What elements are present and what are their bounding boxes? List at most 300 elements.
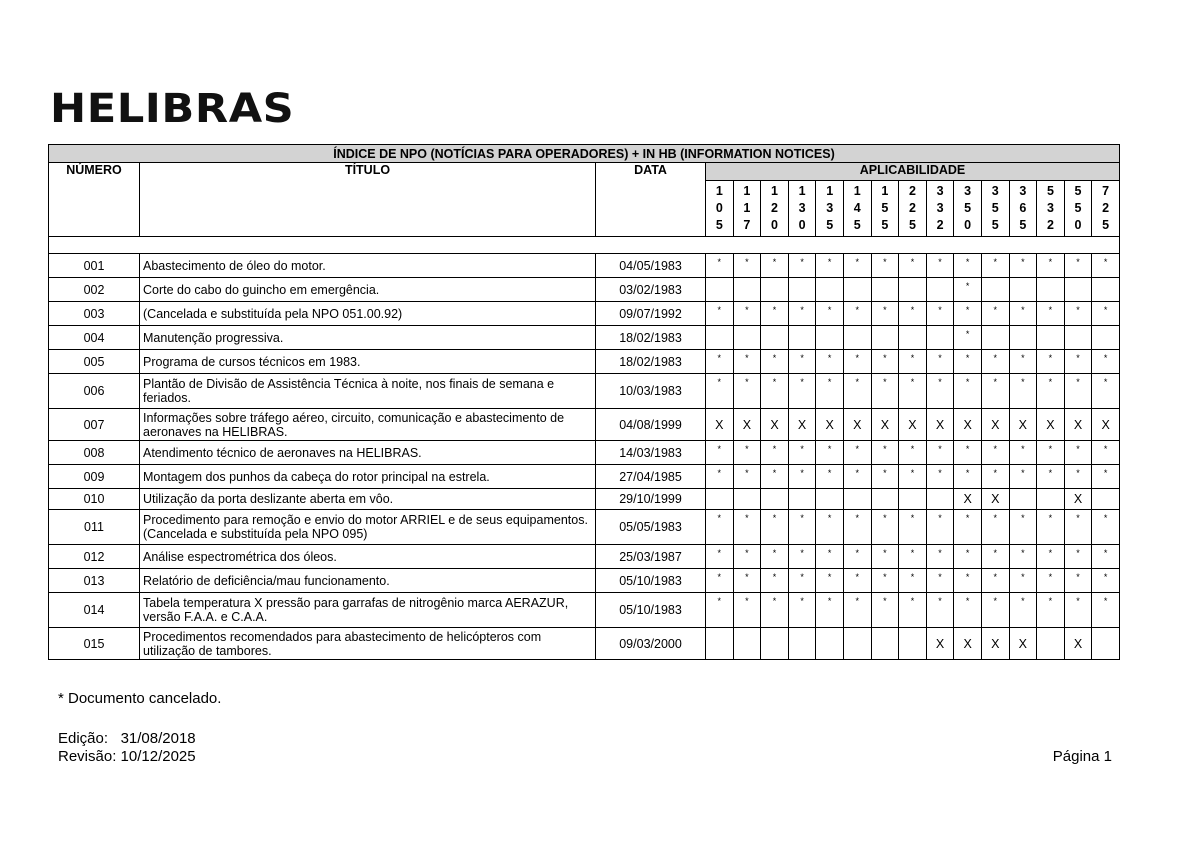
aplicability-cell: X: [871, 409, 899, 441]
aplicability-cell: *: [1092, 465, 1120, 489]
aplicability-cell: [871, 278, 899, 302]
aplicability-cell: *: [788, 510, 816, 545]
table-row: [49, 628, 1120, 660]
row-date: 14/03/1983: [596, 441, 706, 465]
aplicability-cell: [788, 628, 816, 660]
aplicability-cell: *: [761, 545, 789, 569]
aplicability-cell: X: [954, 409, 982, 441]
aplicability-cell: *: [981, 302, 1009, 326]
page-number: Página 1: [1052, 748, 1112, 765]
aplicability-cell: *: [1037, 593, 1065, 628]
aplicability-cell: [733, 278, 761, 302]
aplicability-cell: *: [1092, 545, 1120, 569]
aplicability-cell: [1037, 326, 1065, 350]
aplicability-cell: *: [843, 302, 871, 326]
aplicability-cell: [706, 628, 734, 660]
code-label: 105: [715, 184, 723, 232]
header-aplicabilidade: APLICABILIDADE: [706, 163, 1120, 181]
row-date: 27/04/1985: [596, 465, 706, 489]
aplicability-cell: *: [981, 254, 1009, 278]
aplicability-code-120: [761, 181, 789, 237]
aplicability-cell: *: [1009, 374, 1037, 409]
row-date: 09/03/2000: [596, 628, 706, 660]
aplicability-cell: *: [843, 374, 871, 409]
aplicability-cell: [816, 628, 844, 660]
aplicability-cell: *: [954, 465, 982, 489]
aplicability-cell: *: [706, 441, 734, 465]
aplicability-cell: *: [706, 593, 734, 628]
edition-block: [58, 730, 196, 766]
aplicability-cell: [1037, 489, 1065, 510]
aplicability-cell: [733, 326, 761, 350]
aplicability-cell: *: [1009, 441, 1037, 465]
aplicability-cell: *: [1009, 465, 1037, 489]
aplicability-cell: *: [981, 465, 1009, 489]
table-row: [49, 465, 1120, 489]
aplicability-cell: *: [981, 441, 1009, 465]
aplicability-cell: [1092, 278, 1120, 302]
aplicability-cell: [1009, 326, 1037, 350]
aplicability-cell: *: [1064, 593, 1092, 628]
aplicability-cell: X: [816, 409, 844, 441]
aplicability-cell: *: [733, 350, 761, 374]
aplicability-cell: X: [926, 409, 954, 441]
aplicability-cell: *: [1064, 441, 1092, 465]
aplicability-cell: *: [981, 374, 1009, 409]
row-title: Utilização da porta deslizante aberta em vôo.: [140, 489, 596, 510]
aplicability-cell: *: [706, 465, 734, 489]
aplicability-cell: *: [981, 350, 1009, 374]
aplicability-cell: [816, 489, 844, 510]
aplicability-cell: *: [926, 465, 954, 489]
aplicability-cell: *: [816, 510, 844, 545]
aplicability-cell: *: [1092, 254, 1120, 278]
aplicability-cell: *: [788, 441, 816, 465]
aplicability-cell: *: [788, 465, 816, 489]
aplicability-cell: [926, 326, 954, 350]
aplicability-cell: *: [1009, 569, 1037, 593]
aplicability-cell: *: [788, 593, 816, 628]
table-row: [49, 569, 1120, 593]
aplicability-cell: *: [899, 350, 927, 374]
row-number: 010: [49, 489, 140, 510]
aplicability-cell: [816, 326, 844, 350]
edition-date: 31/08/2018: [120, 730, 196, 747]
aplicability-code-225: [899, 181, 927, 237]
row-number: 007: [49, 409, 140, 441]
code-label: 550: [1074, 184, 1082, 232]
aplicability-cell: [871, 326, 899, 350]
aplicability-code-550: [1064, 181, 1092, 237]
revision-date: 10/12/2025: [120, 748, 196, 765]
aplicability-cell: *: [1009, 545, 1037, 569]
aplicability-cell: *: [926, 441, 954, 465]
code-label: 155: [881, 184, 889, 232]
aplicability-cell: *: [843, 593, 871, 628]
aplicability-cell: *: [871, 302, 899, 326]
aplicability-cell: [1092, 628, 1120, 660]
aplicability-cell: *: [733, 254, 761, 278]
row-number: 001: [49, 254, 140, 278]
aplicability-cell: *: [981, 593, 1009, 628]
aplicability-code-350: [954, 181, 982, 237]
aplicability-cell: *: [871, 569, 899, 593]
aplicability-cell: *: [954, 278, 982, 302]
aplicability-cell: X: [981, 628, 1009, 660]
revision-label: Revisão:: [58, 748, 117, 765]
aplicability-cell: [926, 278, 954, 302]
aplicability-cell: [843, 628, 871, 660]
table-row: [49, 489, 1120, 510]
revision-line: [58, 748, 196, 766]
aplicability-cell: *: [1064, 465, 1092, 489]
aplicability-cell: [761, 278, 789, 302]
aplicability-cell: *: [899, 545, 927, 569]
table-row: [49, 254, 1120, 278]
aplicability-cell: *: [926, 510, 954, 545]
aplicability-cell: [926, 489, 954, 510]
aplicability-cell: *: [706, 350, 734, 374]
aplicability-cell: *: [1037, 254, 1065, 278]
cancel-note: * Documento cancelado.: [58, 690, 222, 707]
row-title: Relatório de deficiência/mau funcionamento.: [140, 569, 596, 593]
aplicability-cell: *: [843, 254, 871, 278]
aplicability-cell: *: [1037, 374, 1065, 409]
row-title: Procedimento para remoção e envio do motor ARRIEL e de seus equipamentos. (Cancelada e substituída pela NPO 095): [140, 510, 596, 545]
aplicability-cell: [1092, 489, 1120, 510]
aplicability-cell: *: [816, 350, 844, 374]
aplicability-cell: *: [1064, 254, 1092, 278]
aplicability-cell: *: [788, 374, 816, 409]
row-number: 008: [49, 441, 140, 465]
aplicability-cell: [981, 278, 1009, 302]
aplicability-cell: *: [761, 441, 789, 465]
aplicability-cell: *: [843, 510, 871, 545]
aplicability-cell: X: [954, 489, 982, 510]
aplicability-cell: *: [816, 302, 844, 326]
aplicability-cell: X: [843, 409, 871, 441]
aplicability-cell: *: [1064, 302, 1092, 326]
row-date: 25/03/1987: [596, 545, 706, 569]
aplicability-cell: *: [1092, 302, 1120, 326]
aplicability-cell: [1037, 278, 1065, 302]
aplicability-cell: *: [1064, 545, 1092, 569]
aplicability-cell: *: [788, 569, 816, 593]
aplicability-code-355: [981, 181, 1009, 237]
aplicability-cell: *: [926, 545, 954, 569]
aplicability-cell: X: [1009, 628, 1037, 660]
aplicability-cell: *: [761, 569, 789, 593]
aplicability-cell: [1009, 278, 1037, 302]
aplicability-cell: [1037, 628, 1065, 660]
table-row: [49, 545, 1120, 569]
row-title: Programa de cursos técnicos em 1983.: [140, 350, 596, 374]
aplicability-cell: X: [706, 409, 734, 441]
aplicability-code-332: [926, 181, 954, 237]
aplicability-cell: [899, 628, 927, 660]
aplicability-cell: *: [816, 441, 844, 465]
aplicability-cell: *: [899, 510, 927, 545]
aplicability-cell: [899, 278, 927, 302]
row-date: 18/02/1983: [596, 326, 706, 350]
aplicability-code-725: [1092, 181, 1120, 237]
aplicability-cell: [761, 489, 789, 510]
aplicability-cell: *: [899, 569, 927, 593]
aplicability-cell: [843, 326, 871, 350]
aplicability-cell: X: [1009, 409, 1037, 441]
aplicability-cell: *: [761, 254, 789, 278]
aplicability-cell: *: [871, 593, 899, 628]
aplicability-cell: X: [733, 409, 761, 441]
aplicability-cell: *: [1009, 350, 1037, 374]
npo-index-table: [48, 144, 1120, 660]
aplicability-cell: *: [899, 441, 927, 465]
aplicability-cell: *: [871, 465, 899, 489]
aplicability-cell: *: [1092, 593, 1120, 628]
aplicability-cell: *: [788, 254, 816, 278]
aplicability-cell: *: [816, 374, 844, 409]
aplicability-cell: *: [816, 593, 844, 628]
aplicability-cell: [899, 326, 927, 350]
table-title: ÍNDICE DE NPO (NOTÍCIAS PARA OPERADORES) + IN HB (INFORMATION NOTICES): [49, 145, 1120, 163]
aplicability-code-365: [1009, 181, 1037, 237]
header-numero: NÚMERO: [49, 163, 140, 237]
row-number: 015: [49, 628, 140, 660]
aplicability-cell: *: [926, 302, 954, 326]
row-date: 04/08/1999: [596, 409, 706, 441]
aplicability-cell: *: [1064, 510, 1092, 545]
aplicability-cell: *: [816, 465, 844, 489]
row-number: 006: [49, 374, 140, 409]
table-row: [49, 593, 1120, 628]
row-date: 03/02/1983: [596, 278, 706, 302]
aplicability-cell: *: [871, 350, 899, 374]
aplicability-cell: X: [981, 409, 1009, 441]
aplicability-cell: X: [788, 409, 816, 441]
aplicability-cell: *: [926, 350, 954, 374]
aplicability-cell: *: [954, 510, 982, 545]
aplicability-cell: *: [1037, 545, 1065, 569]
aplicability-cell: *: [926, 569, 954, 593]
table-row: [49, 409, 1120, 441]
aplicability-cell: [733, 628, 761, 660]
aplicability-cell: *: [843, 465, 871, 489]
aplicability-code-532: [1037, 181, 1065, 237]
aplicability-cell: X: [954, 628, 982, 660]
aplicability-cell: *: [843, 545, 871, 569]
aplicability-code-155: [871, 181, 899, 237]
aplicability-cell: [816, 278, 844, 302]
table-row: [49, 326, 1120, 350]
aplicability-cell: [788, 326, 816, 350]
aplicability-cell: *: [926, 593, 954, 628]
code-label: 130: [798, 184, 806, 232]
aplicability-cell: *: [706, 374, 734, 409]
aplicability-cell: *: [871, 545, 899, 569]
aplicability-cell: *: [1037, 441, 1065, 465]
aplicability-cell: *: [816, 254, 844, 278]
table-row: [49, 278, 1120, 302]
aplicability-cell: *: [706, 569, 734, 593]
aplicability-cell: *: [1092, 441, 1120, 465]
aplicability-cell: *: [706, 545, 734, 569]
row-title: Atendimento técnico de aeronaves na HELIBRAS.: [140, 441, 596, 465]
aplicability-cell: *: [733, 593, 761, 628]
aplicability-cell: *: [1092, 350, 1120, 374]
aplicability-cell: *: [954, 374, 982, 409]
code-label: 225: [908, 184, 916, 232]
aplicability-cell: X: [981, 489, 1009, 510]
header-data: DATA: [596, 163, 706, 237]
row-date: 18/02/1983: [596, 350, 706, 374]
aplicability-cell: X: [1064, 628, 1092, 660]
aplicability-cell: *: [899, 465, 927, 489]
aplicability-cell: *: [761, 465, 789, 489]
aplicability-cell: *: [706, 254, 734, 278]
aplicability-cell: X: [1092, 409, 1120, 441]
aplicability-cell: *: [871, 441, 899, 465]
aplicability-cell: *: [733, 374, 761, 409]
code-label: 117: [743, 184, 751, 232]
aplicability-cell: [843, 489, 871, 510]
row-number: 005: [49, 350, 140, 374]
aplicability-cell: *: [981, 569, 1009, 593]
aplicability-cell: *: [1064, 374, 1092, 409]
aplicability-cell: *: [1037, 302, 1065, 326]
code-label: 725: [1102, 184, 1110, 232]
row-title: Abastecimento de óleo do motor.: [140, 254, 596, 278]
aplicability-cell: *: [899, 593, 927, 628]
aplicability-cell: *: [1092, 510, 1120, 545]
aplicability-cell: X: [899, 409, 927, 441]
aplicability-cell: *: [1037, 510, 1065, 545]
aplicability-cell: *: [871, 510, 899, 545]
aplicability-cell: *: [761, 510, 789, 545]
aplicability-cell: *: [981, 545, 1009, 569]
row-title: Plantão de Divisão de Assistência Técnica à noite, nos finais de semana e feriados.: [140, 374, 596, 409]
aplicability-cell: X: [1064, 489, 1092, 510]
aplicability-cell: [761, 326, 789, 350]
aplicability-cell: *: [733, 441, 761, 465]
code-label: 350: [964, 184, 972, 232]
aplicability-cell: *: [1009, 510, 1037, 545]
edition-label: Edição:: [58, 730, 109, 747]
aplicability-code-105: [706, 181, 734, 237]
aplicability-cell: [843, 278, 871, 302]
aplicability-cell: *: [1064, 569, 1092, 593]
aplicability-cell: *: [761, 350, 789, 374]
row-date: 05/10/1983: [596, 569, 706, 593]
aplicability-cell: *: [871, 254, 899, 278]
aplicability-code-117: [733, 181, 761, 237]
row-title: Corte do cabo do guincho em emergência.: [140, 278, 596, 302]
table-row: [49, 350, 1120, 374]
aplicability-cell: *: [733, 465, 761, 489]
aplicability-cell: *: [954, 350, 982, 374]
code-label: 355: [991, 184, 999, 232]
aplicability-cell: *: [1009, 302, 1037, 326]
code-label: 120: [771, 184, 778, 232]
aplicability-cell: [1009, 489, 1037, 510]
row-date: 10/03/1983: [596, 374, 706, 409]
code-label: 532: [1046, 184, 1054, 232]
aplicability-cell: *: [761, 374, 789, 409]
aplicability-cell: [788, 278, 816, 302]
aplicability-cell: *: [733, 510, 761, 545]
row-title: Tabela temperatura X pressão para garrafas de nitrogênio marca AERAZUR, versão F.A.A. e C.A.A.: [140, 593, 596, 628]
aplicability-cell: *: [1064, 350, 1092, 374]
aplicability-cell: [706, 278, 734, 302]
row-number: 009: [49, 465, 140, 489]
aplicability-cell: *: [899, 374, 927, 409]
edition-line: [58, 730, 196, 748]
aplicability-code-135: [816, 181, 844, 237]
aplicability-cell: *: [733, 302, 761, 326]
aplicability-cell: *: [1037, 465, 1065, 489]
row-number: 003: [49, 302, 140, 326]
row-date: 05/05/1983: [596, 510, 706, 545]
code-label: 145: [853, 184, 861, 232]
aplicability-cell: *: [899, 302, 927, 326]
table-row: [49, 441, 1120, 465]
aplicability-cell: *: [954, 441, 982, 465]
aplicability-cell: *: [706, 510, 734, 545]
code-label: 332: [936, 184, 944, 232]
aplicability-cell: *: [926, 374, 954, 409]
aplicability-cell: *: [1092, 374, 1120, 409]
aplicability-cell: *: [788, 302, 816, 326]
aplicability-cell: [1064, 278, 1092, 302]
row-title: Análise espectrométrica dos óleos.: [140, 545, 596, 569]
row-title: Procedimentos recomendados para abastecimento de helicópteros com utilização de tambores.: [140, 628, 596, 660]
row-number: 013: [49, 569, 140, 593]
aplicability-cell: *: [926, 254, 954, 278]
aplicability-cell: *: [954, 326, 982, 350]
aplicability-cell: [899, 489, 927, 510]
aplicability-cell: *: [954, 545, 982, 569]
aplicability-cell: *: [1037, 350, 1065, 374]
row-date: 05/10/1983: [596, 593, 706, 628]
row-title: Montagem dos punhos da cabeça do rotor principal na estrela.: [140, 465, 596, 489]
aplicability-cell: *: [1092, 569, 1120, 593]
aplicability-cell: *: [954, 569, 982, 593]
row-number: 011: [49, 510, 140, 545]
header-titulo: TÍTULO: [140, 163, 596, 237]
aplicability-cell: *: [899, 254, 927, 278]
aplicability-cell: *: [954, 593, 982, 628]
aplicability-code-145: [843, 181, 871, 237]
aplicability-cell: *: [788, 350, 816, 374]
aplicability-cell: [761, 628, 789, 660]
code-label: 365: [1019, 184, 1027, 232]
aplicability-code-130: [788, 181, 816, 237]
row-number: 004: [49, 326, 140, 350]
row-number: 014: [49, 593, 140, 628]
aplicability-cell: [981, 326, 1009, 350]
row-date: 29/10/1999: [596, 489, 706, 510]
aplicability-cell: *: [788, 545, 816, 569]
aplicability-cell: *: [981, 510, 1009, 545]
aplicability-cell: [706, 326, 734, 350]
aplicability-cell: [871, 489, 899, 510]
table-row: [49, 374, 1120, 409]
aplicability-cell: *: [843, 569, 871, 593]
row-title: Manutenção progressiva.: [140, 326, 596, 350]
aplicability-cell: [706, 489, 734, 510]
aplicability-cell: *: [733, 569, 761, 593]
aplicability-cell: X: [761, 409, 789, 441]
aplicability-cell: [1092, 326, 1120, 350]
